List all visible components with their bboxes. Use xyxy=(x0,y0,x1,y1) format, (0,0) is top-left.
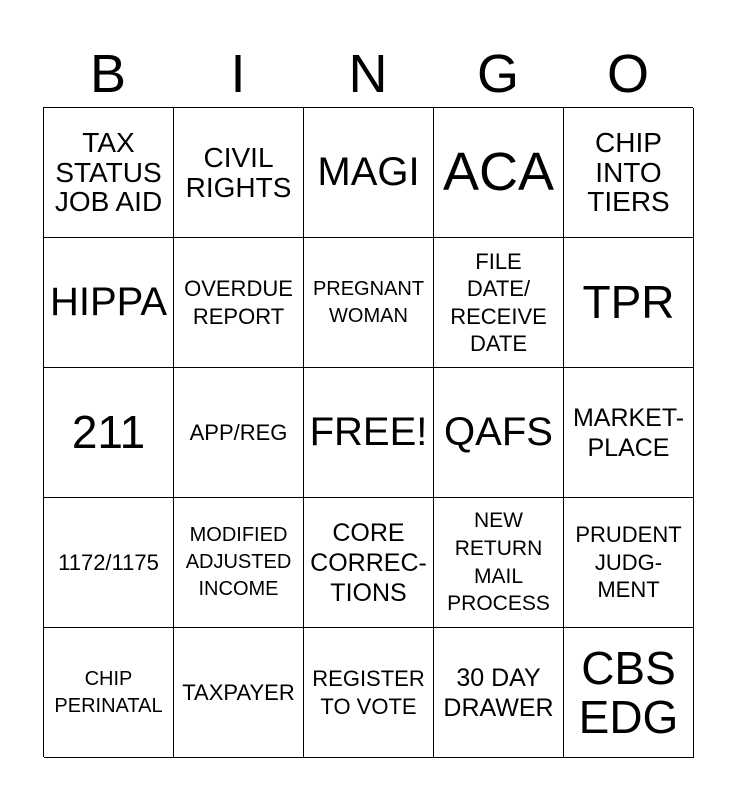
cell-label: QAFS xyxy=(444,410,553,455)
cell-label: PRUDENT JUDG- MENT xyxy=(575,522,682,603)
cell-label: PREGNANT WOMAN xyxy=(312,277,425,327)
cell-label: ACA xyxy=(442,142,555,203)
cell-label: FILE DATE/ RECEIVE DATE xyxy=(450,248,547,356)
cell-label: HIPPA xyxy=(49,280,168,325)
bingo-cell[interactable] xyxy=(564,238,694,368)
cell-label: 1172/1175 xyxy=(58,549,159,575)
bingo-cell[interactable] xyxy=(564,108,694,238)
cell-label: MAGI xyxy=(317,150,420,195)
bingo-cell[interactable] xyxy=(174,628,304,758)
bingo-cell[interactable] xyxy=(564,368,694,498)
cell-label: OVERDUE REPORT xyxy=(184,276,293,329)
cell-label: MARKET- PLACE xyxy=(572,403,685,462)
bingo-cell[interactable] xyxy=(434,238,564,368)
bingo-cell[interactable] xyxy=(564,628,694,758)
cell-label: FREE! xyxy=(309,410,428,455)
bingo-cell[interactable] xyxy=(434,368,564,498)
cell-label: REGISTER TO VOTE xyxy=(312,666,425,719)
bingo-cell[interactable] xyxy=(174,238,304,368)
bingo-cell[interactable] xyxy=(304,238,434,368)
cell-label: APP/REG xyxy=(189,419,288,445)
bingo-cell[interactable] xyxy=(304,368,434,498)
bingo-cell[interactable] xyxy=(564,498,694,628)
header-letter-n: N xyxy=(348,44,388,104)
header-letter-g: G xyxy=(476,44,519,104)
cell-label: CIVIL RIGHTS xyxy=(185,141,292,203)
cell-label: MODIFIED ADJUSTED INCOME xyxy=(185,524,292,600)
bingo-cell[interactable] xyxy=(304,498,434,628)
cell-label: CHIP PERINATAL xyxy=(54,667,163,717)
cell-label: NEW RETURN MAIL PROCESS xyxy=(447,508,550,616)
cell-label: 211 xyxy=(71,406,146,459)
cell-label: CBS EDG xyxy=(578,642,679,743)
bingo-cell[interactable] xyxy=(44,108,174,238)
header-letter-b: B xyxy=(89,44,127,104)
cell-label: CORE CORREC- TIONS xyxy=(310,518,427,607)
bingo-cell[interactable] xyxy=(44,498,174,628)
bingo-cell[interactable] xyxy=(434,108,564,238)
bingo-cell[interactable] xyxy=(434,628,564,758)
bingo-header xyxy=(43,40,693,108)
bingo-cell[interactable] xyxy=(174,108,304,238)
bingo-cell[interactable] xyxy=(174,498,304,628)
bingo-cell[interactable] xyxy=(304,628,434,758)
cell-label: TAX STATUS JOB AID xyxy=(54,126,163,218)
bingo-cell[interactable] xyxy=(44,368,174,498)
cell-label: TAXPAYER xyxy=(182,679,295,705)
bingo-cell[interactable] xyxy=(44,628,174,758)
header-letter-i: I xyxy=(230,44,246,104)
cell-label: 30 DAY DRAWER xyxy=(443,663,554,722)
bingo-cell[interactable] xyxy=(174,368,304,498)
header-letter-o: O xyxy=(606,44,649,104)
cell-label: TPR xyxy=(582,276,675,329)
cell-label: CHIP INTO TIERS xyxy=(587,126,670,218)
bingo-board xyxy=(43,107,693,757)
bingo-cell[interactable] xyxy=(44,238,174,368)
bingo-cell[interactable] xyxy=(304,108,434,238)
bingo-cell[interactable] xyxy=(434,498,564,628)
